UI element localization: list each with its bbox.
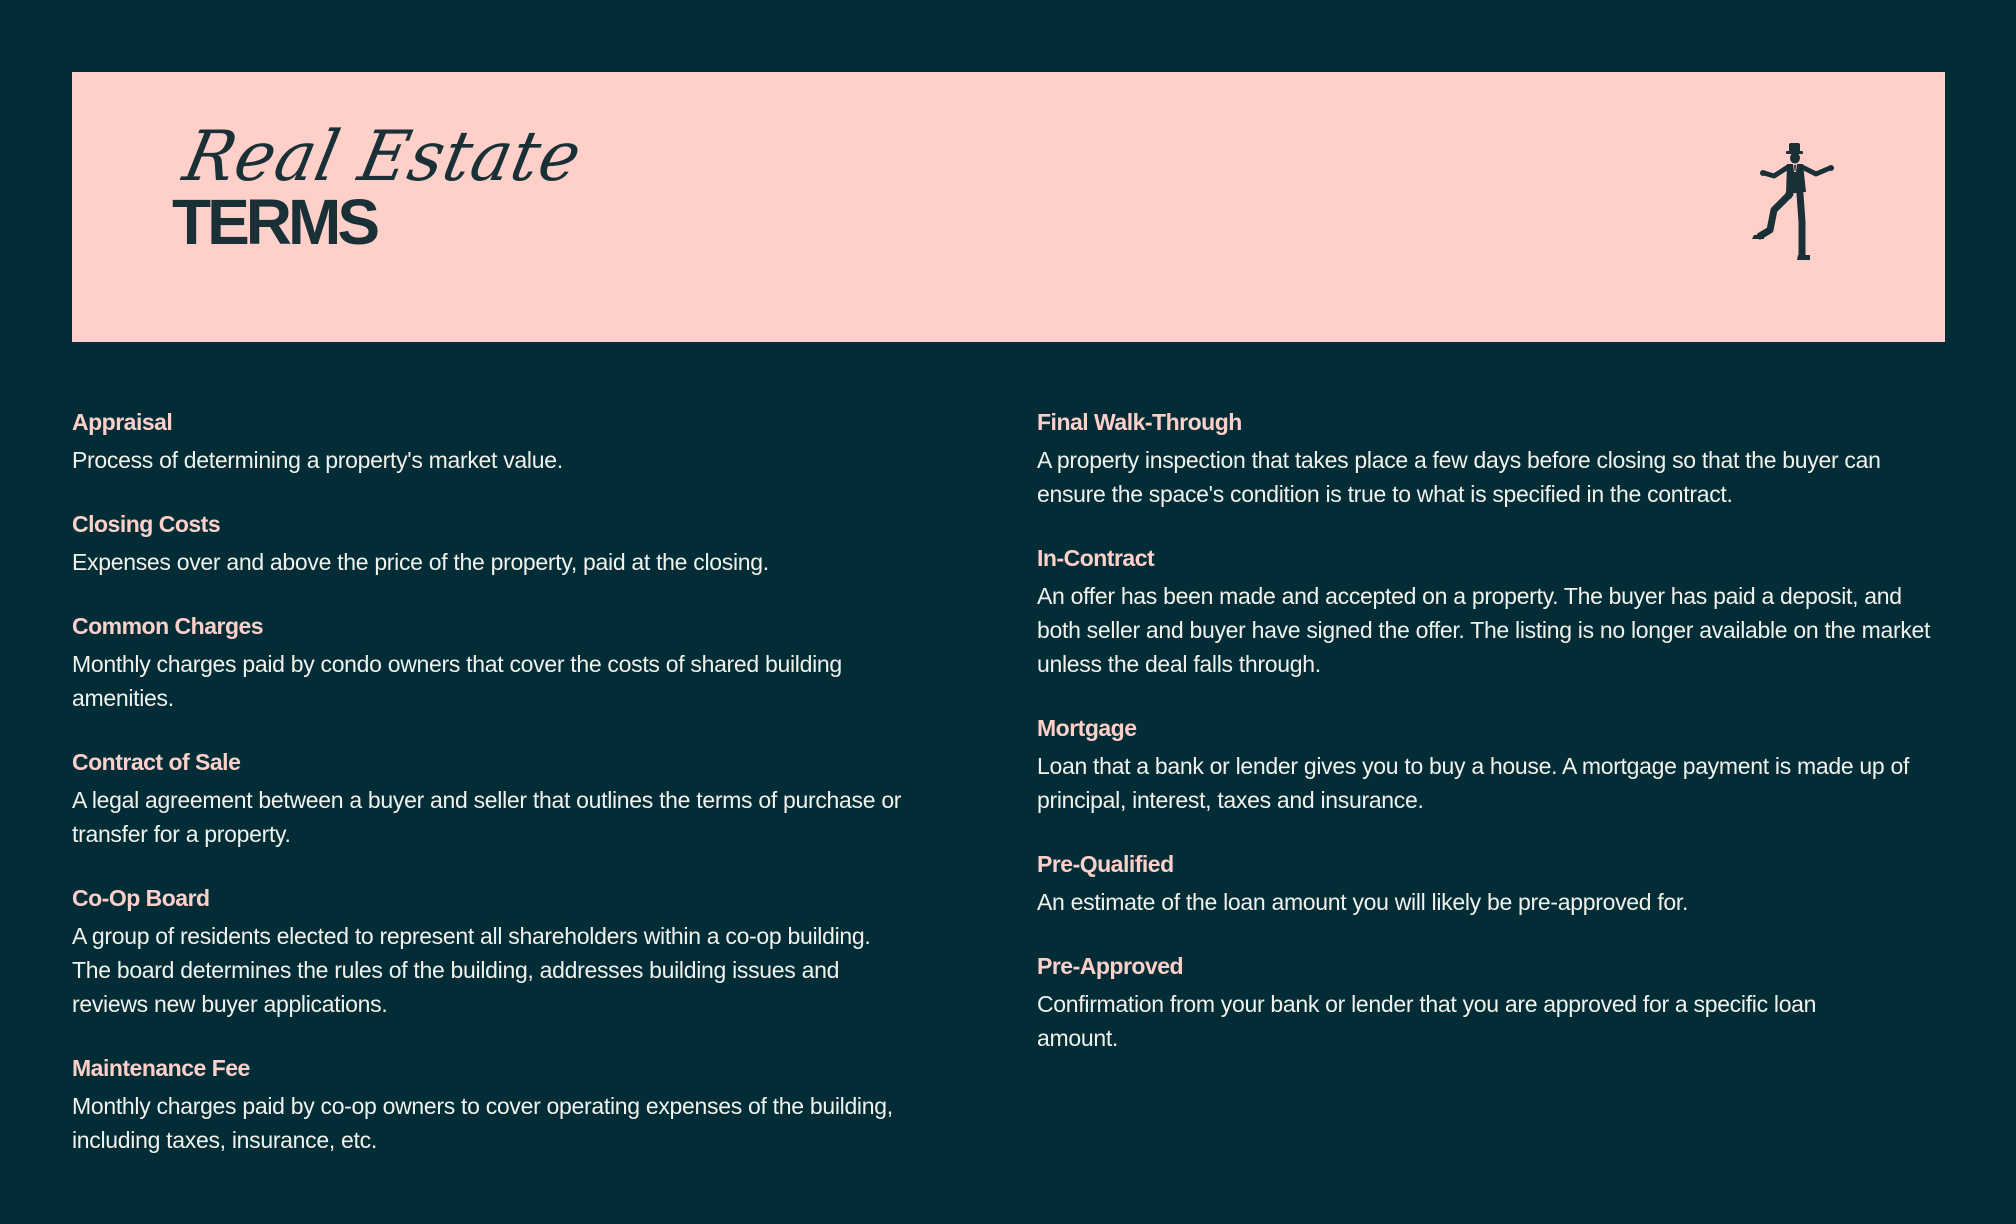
term-definition: Confirmation from your bank or lender that you are approved for a specific loan amount. xyxy=(1037,991,1817,1051)
term-name: Closing Costs xyxy=(72,511,221,537)
term-item xyxy=(72,884,932,1021)
term-definition: Loan that a bank or lender gives you to buy a house. A mortgage payment is made up of principal, interest, taxes and insurance. xyxy=(1037,753,1910,813)
term-item xyxy=(1037,544,1937,681)
header-banner xyxy=(72,72,1945,342)
term-name: Pre-Approved xyxy=(1037,953,1184,979)
term-item xyxy=(1037,408,1937,511)
page-title: TERMS xyxy=(172,186,376,258)
term-name: Contract of Sale xyxy=(72,749,241,775)
term-definition: An offer has been made and accepted on a property. The buyer has paid a deposit, and both seller and buyer have signed the offer. The listing is no longer available on the market unless the deal falls through. xyxy=(1037,583,1931,677)
term-definition: An estimate of the loan amount you will likely be pre-approved for. xyxy=(1037,889,1689,915)
term-definition: A legal agreement between a buyer and seller that outlines the terms of purchase or transfer for a property. xyxy=(72,787,902,847)
term-item xyxy=(72,1054,932,1157)
terms-column-left xyxy=(72,408,932,1190)
terms-column-right xyxy=(1037,408,1937,1088)
term-name: Final Walk-Through xyxy=(1037,409,1242,435)
term-definition: Monthly charges paid by condo owners that cover the costs of shared building amenities. xyxy=(72,651,842,711)
term-item xyxy=(1037,714,1937,817)
script-title: Real Estate xyxy=(177,116,589,197)
term-name: Maintenance Fee xyxy=(72,1055,250,1081)
term-name: Co-Op Board xyxy=(72,885,210,911)
term-item xyxy=(72,510,932,579)
term-item xyxy=(72,748,932,851)
dancing-man-icon xyxy=(1740,138,1846,266)
term-name: Pre-Qualified xyxy=(1037,851,1174,877)
term-name: Common Charges xyxy=(72,613,264,639)
term-definition: Monthly charges paid by co-op owners to cover operating expenses of the building, including taxes, insurance, etc. xyxy=(72,1093,893,1153)
term-name: In-Contract xyxy=(1037,545,1155,571)
term-item xyxy=(72,408,932,477)
term-definition: Process of determining a property's market value. xyxy=(72,447,563,473)
term-name: Mortgage xyxy=(1037,715,1137,741)
term-definition: A group of residents elected to represent all shareholders within a co-op building. The board determines the rules of the building, addresses building issues and reviews new buyer applications. xyxy=(72,923,871,1017)
term-definition: Expenses over and above the price of the property, paid at the closing. xyxy=(72,549,769,575)
term-item xyxy=(1037,850,1937,919)
term-item xyxy=(1037,952,1937,1055)
term-name: Appraisal xyxy=(72,409,173,435)
term-definition: A property inspection that takes place a few days before closing so that the buyer can ensure the space's condition is true to what is specified in the contract. xyxy=(1037,447,1881,507)
term-item xyxy=(72,612,932,715)
